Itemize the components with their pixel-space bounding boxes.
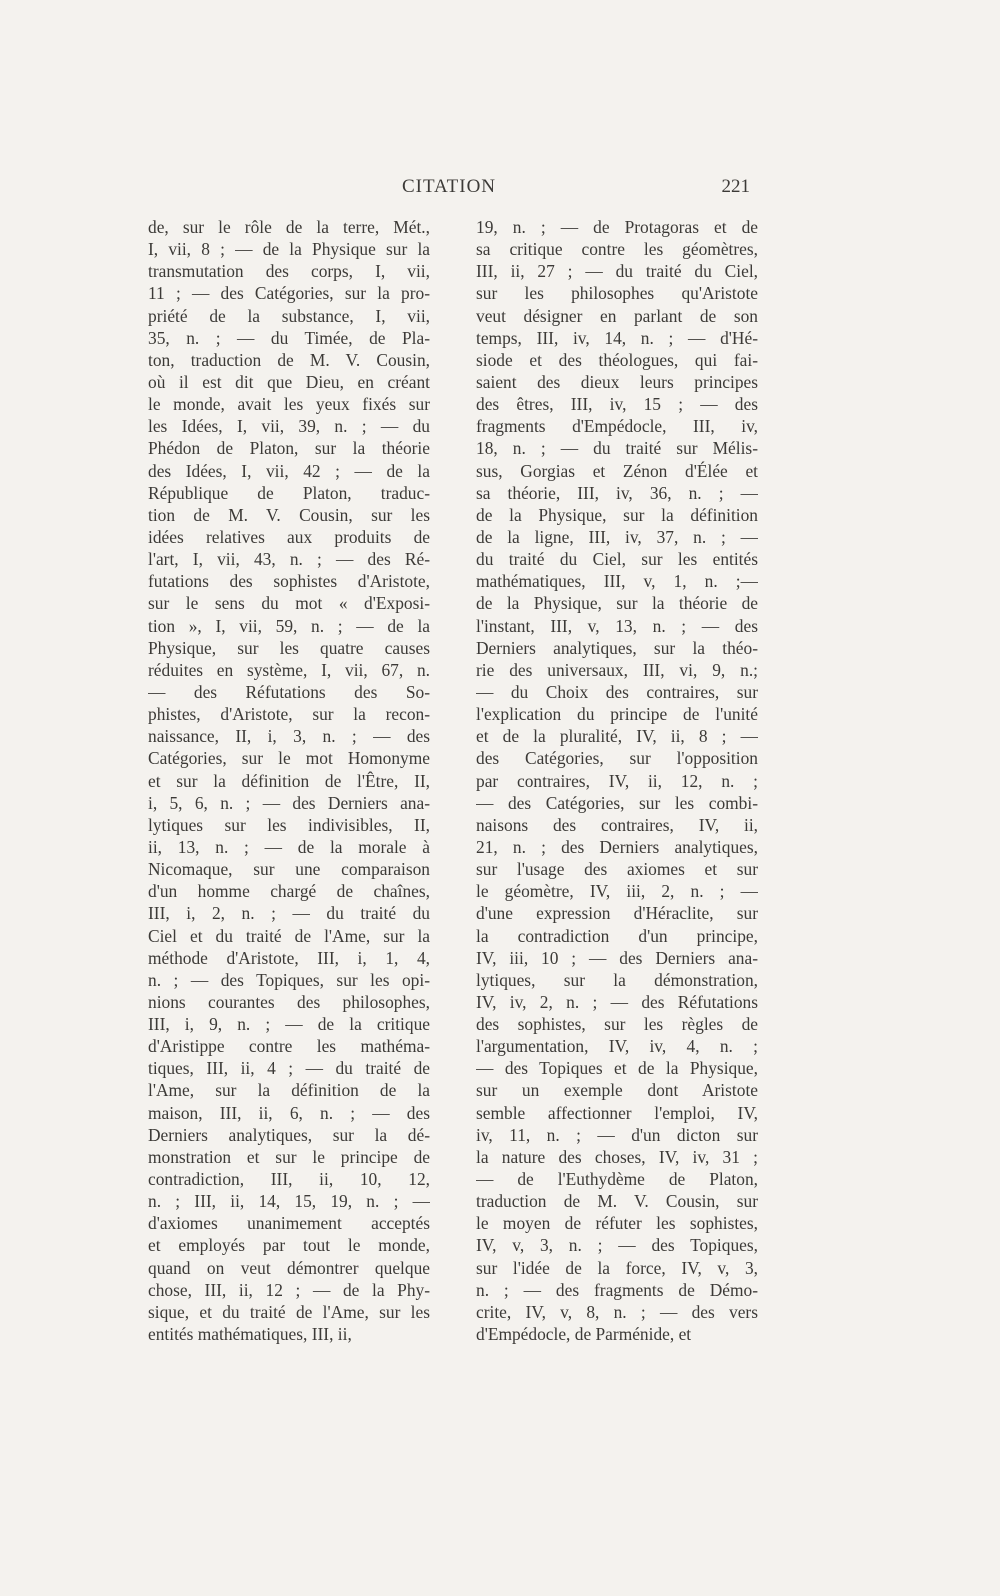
text-line: saient des dieux leurs principes: [476, 371, 758, 392]
text-line: sique, et du traité de l'Ame, sur les: [148, 1301, 430, 1322]
text-line: naisons des contraires, IV, ii,: [476, 814, 758, 835]
text-line: sur un exemple dont Aristote: [476, 1080, 758, 1101]
text-line: l'Ame, sur la définition de la: [148, 1080, 430, 1101]
text-line: sur l'usage des axiomes et sur: [476, 859, 758, 880]
text-line: des sophistes, sur les règles de: [476, 1014, 758, 1035]
text-line: sus, Gorgias et Zénon d'Élée et: [476, 460, 758, 481]
text-line: d'axiomes unanimement acceptés: [148, 1213, 430, 1234]
text-line: chose, III, ii, 12 ; — de la Phy-: [148, 1279, 430, 1300]
text-line: rie des universaux, III, vi, 9, n.;: [476, 659, 758, 680]
text-line: les Idées, I, vii, 39, n. ; — du: [148, 416, 430, 437]
page-number: 221: [721, 176, 750, 197]
running-title: CITATION: [401, 176, 497, 197]
text-line: et de la pluralité, IV, ii, 8 ; —: [476, 726, 758, 747]
text-line: temps, III, iv, 14, n. ; — d'Hé-: [476, 327, 758, 348]
text-line: IV, v, 3, n. ; — des Topiques,: [476, 1235, 758, 1256]
text-line: la nature des choses, IV, iv, 31 ;: [476, 1146, 758, 1167]
text-line: — des Topiques et de la Physique,: [476, 1058, 758, 1079]
text-line: ton, traduction de M. V. Cousin,: [148, 349, 430, 370]
text-line: IV, iii, 10 ; — des Derniers ana-: [476, 947, 758, 968]
text-line: monstration et sur le principe de: [148, 1146, 430, 1167]
text-line: sur l'idée de la force, IV, v, 3,: [476, 1257, 758, 1278]
text-line: de la Physique, sur la théorie de: [476, 593, 758, 614]
text-line: Derniers analytiques, sur la théo-: [476, 637, 758, 658]
left-text-column: [148, 216, 430, 1345]
text-line: nions courantes des philosophes,: [148, 991, 430, 1012]
text-line: réduites en système, I, vii, 67, n.: [148, 659, 430, 680]
text-line: 18, n. ; — du traité sur Mélis-: [476, 438, 758, 459]
text-line: sur le sens du mot « d'Exposi-: [148, 593, 430, 614]
text-line: le moyen de réfuter les sophistes,: [476, 1213, 758, 1234]
text-line: maison, III, ii, 6, n. ; — des: [148, 1102, 430, 1123]
text-line: i, 5, 6, n. ; — des Derniers ana-: [148, 792, 430, 813]
text-line: phistes, d'Aristote, sur la recon-: [148, 704, 430, 725]
text-line: la contradiction d'un principe,: [476, 925, 758, 946]
text-line: par contraires, IV, ii, 12, n. ;: [476, 770, 758, 791]
text-line: l'explication du principe de l'unité: [476, 704, 758, 725]
text-line: priété de la substance, I, vii,: [148, 305, 430, 326]
text-line: III, ii, 27 ; — du traité du Ciel,: [476, 261, 758, 282]
text-line: le monde, avait les yeux fixés sur: [148, 394, 430, 415]
text-line: des Idées, I, vii, 42 ; — de la: [148, 460, 430, 481]
text-line: République de Platon, traduc-: [148, 482, 430, 503]
text-line: tion de M. V. Cousin, sur les: [148, 504, 430, 525]
text-line: méthode d'Aristote, III, i, 1, 4,: [148, 947, 430, 968]
text-line: mathématiques, III, v, 1, n. ;—: [476, 571, 758, 592]
text-line: siode et des théologues, qui fai-: [476, 349, 758, 370]
running-header: [148, 176, 750, 208]
text-line: Nicomaque, sur une comparaison: [148, 859, 430, 880]
text-line: iv, 11, n. ; — d'un dicton sur: [476, 1124, 758, 1145]
text-line: ii, 13, n. ; — de la morale à: [148, 836, 430, 857]
text-line: de la Physique, sur la définition: [476, 504, 758, 525]
text-line: de la ligne, III, iv, 37, n. ; —: [476, 526, 758, 547]
text-line: et sur la définition de l'Être, II,: [148, 770, 430, 791]
text-line: idées relatives aux produits de: [148, 526, 430, 547]
text-line: — de l'Euthydème de Platon,: [476, 1169, 758, 1190]
text-line: n. ; III, ii, 14, 15, 19, n. ; —: [148, 1191, 430, 1212]
text-line: Phédon de Platon, sur la théorie: [148, 438, 430, 459]
text-line: et employés par tout le monde,: [148, 1235, 430, 1256]
text-line: sur les philosophes qu'Aristote: [476, 283, 758, 304]
text-line: Catégories, sur le mot Homonyme: [148, 748, 430, 769]
text-line: 11 ; — des Catégories, sur la pro-: [148, 283, 430, 304]
text-line: n. ; — des Topiques, sur les opi-: [148, 969, 430, 990]
text-line: tion », I, vii, 59, n. ; — de la: [148, 615, 430, 636]
text-line: Physique, sur les quatre causes: [148, 637, 430, 658]
text-line: d'Aristippe contre les mathéma-: [148, 1036, 430, 1057]
text-line: — des Catégories, sur les combi-: [476, 792, 758, 813]
right-text-column: [476, 216, 758, 1345]
text-line: naissance, II, i, 3, n. ; — des: [148, 726, 430, 747]
text-line: — du Choix des contraires, sur: [476, 681, 758, 702]
text-line: I, vii, 8 ; — de la Physique sur la: [148, 239, 430, 260]
text-line: l'art, I, vii, 43, n. ; — des Ré-: [148, 549, 430, 570]
text-line: transmutation des corps, I, vii,: [148, 261, 430, 282]
text-line: — des Réfutations des So-: [148, 681, 430, 702]
text-line: du traité du Ciel, sur les entités: [476, 549, 758, 570]
text-line: entités mathématiques, III, ii,: [148, 1324, 352, 1345]
text-line: 35, n. ; — du Timée, de Pla-: [148, 327, 430, 348]
text-line: III, i, 9, n. ; — de la critique: [148, 1014, 430, 1035]
text-line: crite, IV, v, 8, n. ; — des vers: [476, 1301, 758, 1322]
text-line: contradiction, III, ii, 10, 12,: [148, 1169, 430, 1190]
text-line: quand on veut démontrer quelque: [148, 1257, 430, 1278]
text-line: d'un homme chargé de chaînes,: [148, 881, 430, 902]
text-line: 19, n. ; — de Protagoras et de: [476, 217, 758, 237]
text-line: l'argumentation, IV, iv, 4, n. ;: [476, 1036, 758, 1057]
text-line: Ciel et du traité de l'Ame, sur la: [148, 925, 430, 946]
text-line: de, sur le rôle de la terre, Mét.,: [148, 217, 430, 237]
text-line: III, i, 2, n. ; — du traité du: [148, 903, 430, 924]
text-line: veut désigner en parlant de son: [476, 305, 758, 326]
text-line: traduction de M. V. Cousin, sur: [476, 1191, 758, 1212]
text-line: lytiques sur les indivisibles, II,: [148, 814, 430, 835]
text-line: fragments d'Empédocle, III, iv,: [476, 416, 758, 437]
text-line: le géomètre, IV, iii, 2, n. ; —: [476, 881, 758, 902]
text-line: d'Empédocle, de Parménide, et: [476, 1324, 692, 1345]
text-line: où il est dit que Dieu, en créant: [148, 371, 430, 392]
text-line: sa théorie, III, iv, 36, n. ; —: [476, 482, 758, 503]
text-line: n. ; — des fragments de Démo-: [476, 1279, 758, 1300]
text-line: Derniers analytiques, sur la dé-: [148, 1124, 430, 1145]
text-line: d'une expression d'Héraclite, sur: [476, 903, 758, 924]
text-line: des Catégories, sur l'opposition: [476, 748, 758, 769]
text-line: semble affectionner l'emploi, IV,: [476, 1102, 758, 1123]
text-line: futations des sophistes d'Aristote,: [148, 571, 430, 592]
text-line: 21, n. ; des Derniers analytiques,: [476, 836, 758, 857]
text-line: lytiques, sur la démonstration,: [476, 969, 758, 990]
text-line: tiques, III, ii, 4 ; — du traité de: [148, 1058, 430, 1079]
text-line: IV, iv, 2, n. ; — des Réfutations: [476, 991, 758, 1012]
text-line: sa critique contre les géomètres,: [476, 239, 758, 260]
text-line: l'instant, III, v, 13, n. ; — des: [476, 615, 758, 636]
text-line: des êtres, III, iv, 15 ; — des: [476, 394, 758, 415]
